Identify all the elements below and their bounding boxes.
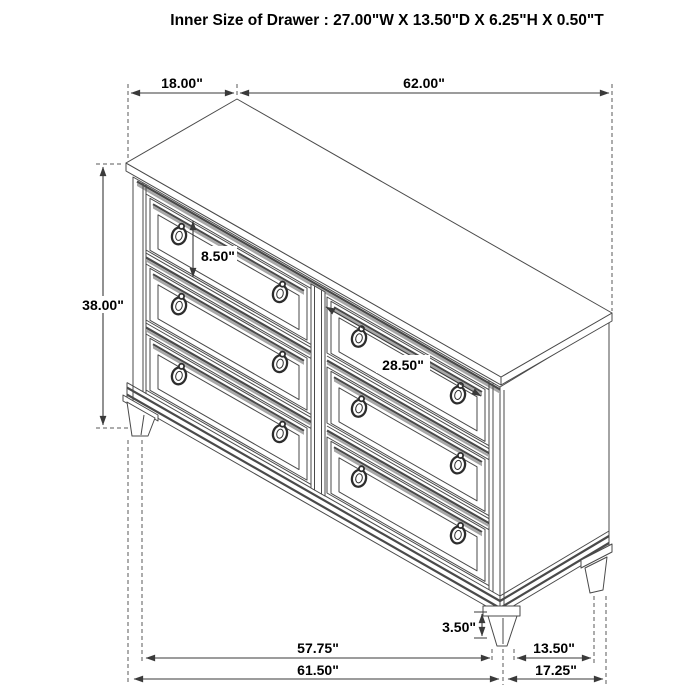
dim-label-side-between-legs: 13.50"	[533, 640, 575, 656]
drawer-pull-knob-icon	[179, 294, 184, 299]
drawer-pull-knob-icon	[280, 422, 285, 427]
drawer-pull-knob-icon	[280, 352, 285, 357]
drawer-pull-knob-icon	[179, 364, 184, 369]
dresser-illustration	[123, 99, 612, 646]
dim-label-overall-height: 38.00"	[82, 297, 124, 313]
dim-label-drawer-width: 28.50"	[382, 357, 424, 373]
dim-label-side-overall: 17.25"	[535, 662, 577, 678]
drawer-pull-knob-icon	[458, 453, 463, 458]
dim-label-leg-height: 3.50"	[442, 619, 476, 635]
leg-cap	[483, 606, 520, 616]
diagram-title: Inner Size of Drawer : 27.00"W X 13.50"D X 6.25"H X 0.50"T	[170, 12, 604, 29]
dim-label-drawer-height: 8.50"	[201, 248, 235, 264]
drawer-pull-knob-icon	[359, 466, 364, 471]
drawer-pull-knob-icon	[179, 224, 184, 229]
center-divider	[311, 284, 325, 496]
dim-label-top-width: 62.00"	[403, 75, 445, 91]
drawer-pull-knob-icon	[359, 396, 364, 401]
dim-label-front-between-legs: 57.75"	[297, 640, 339, 656]
drawer-pull-knob-icon	[280, 282, 285, 287]
dim-label-front-overall: 61.50"	[297, 662, 339, 678]
drawer-pull-knob-icon	[458, 523, 463, 528]
dim-label-top-depth: 18.00"	[161, 75, 203, 91]
